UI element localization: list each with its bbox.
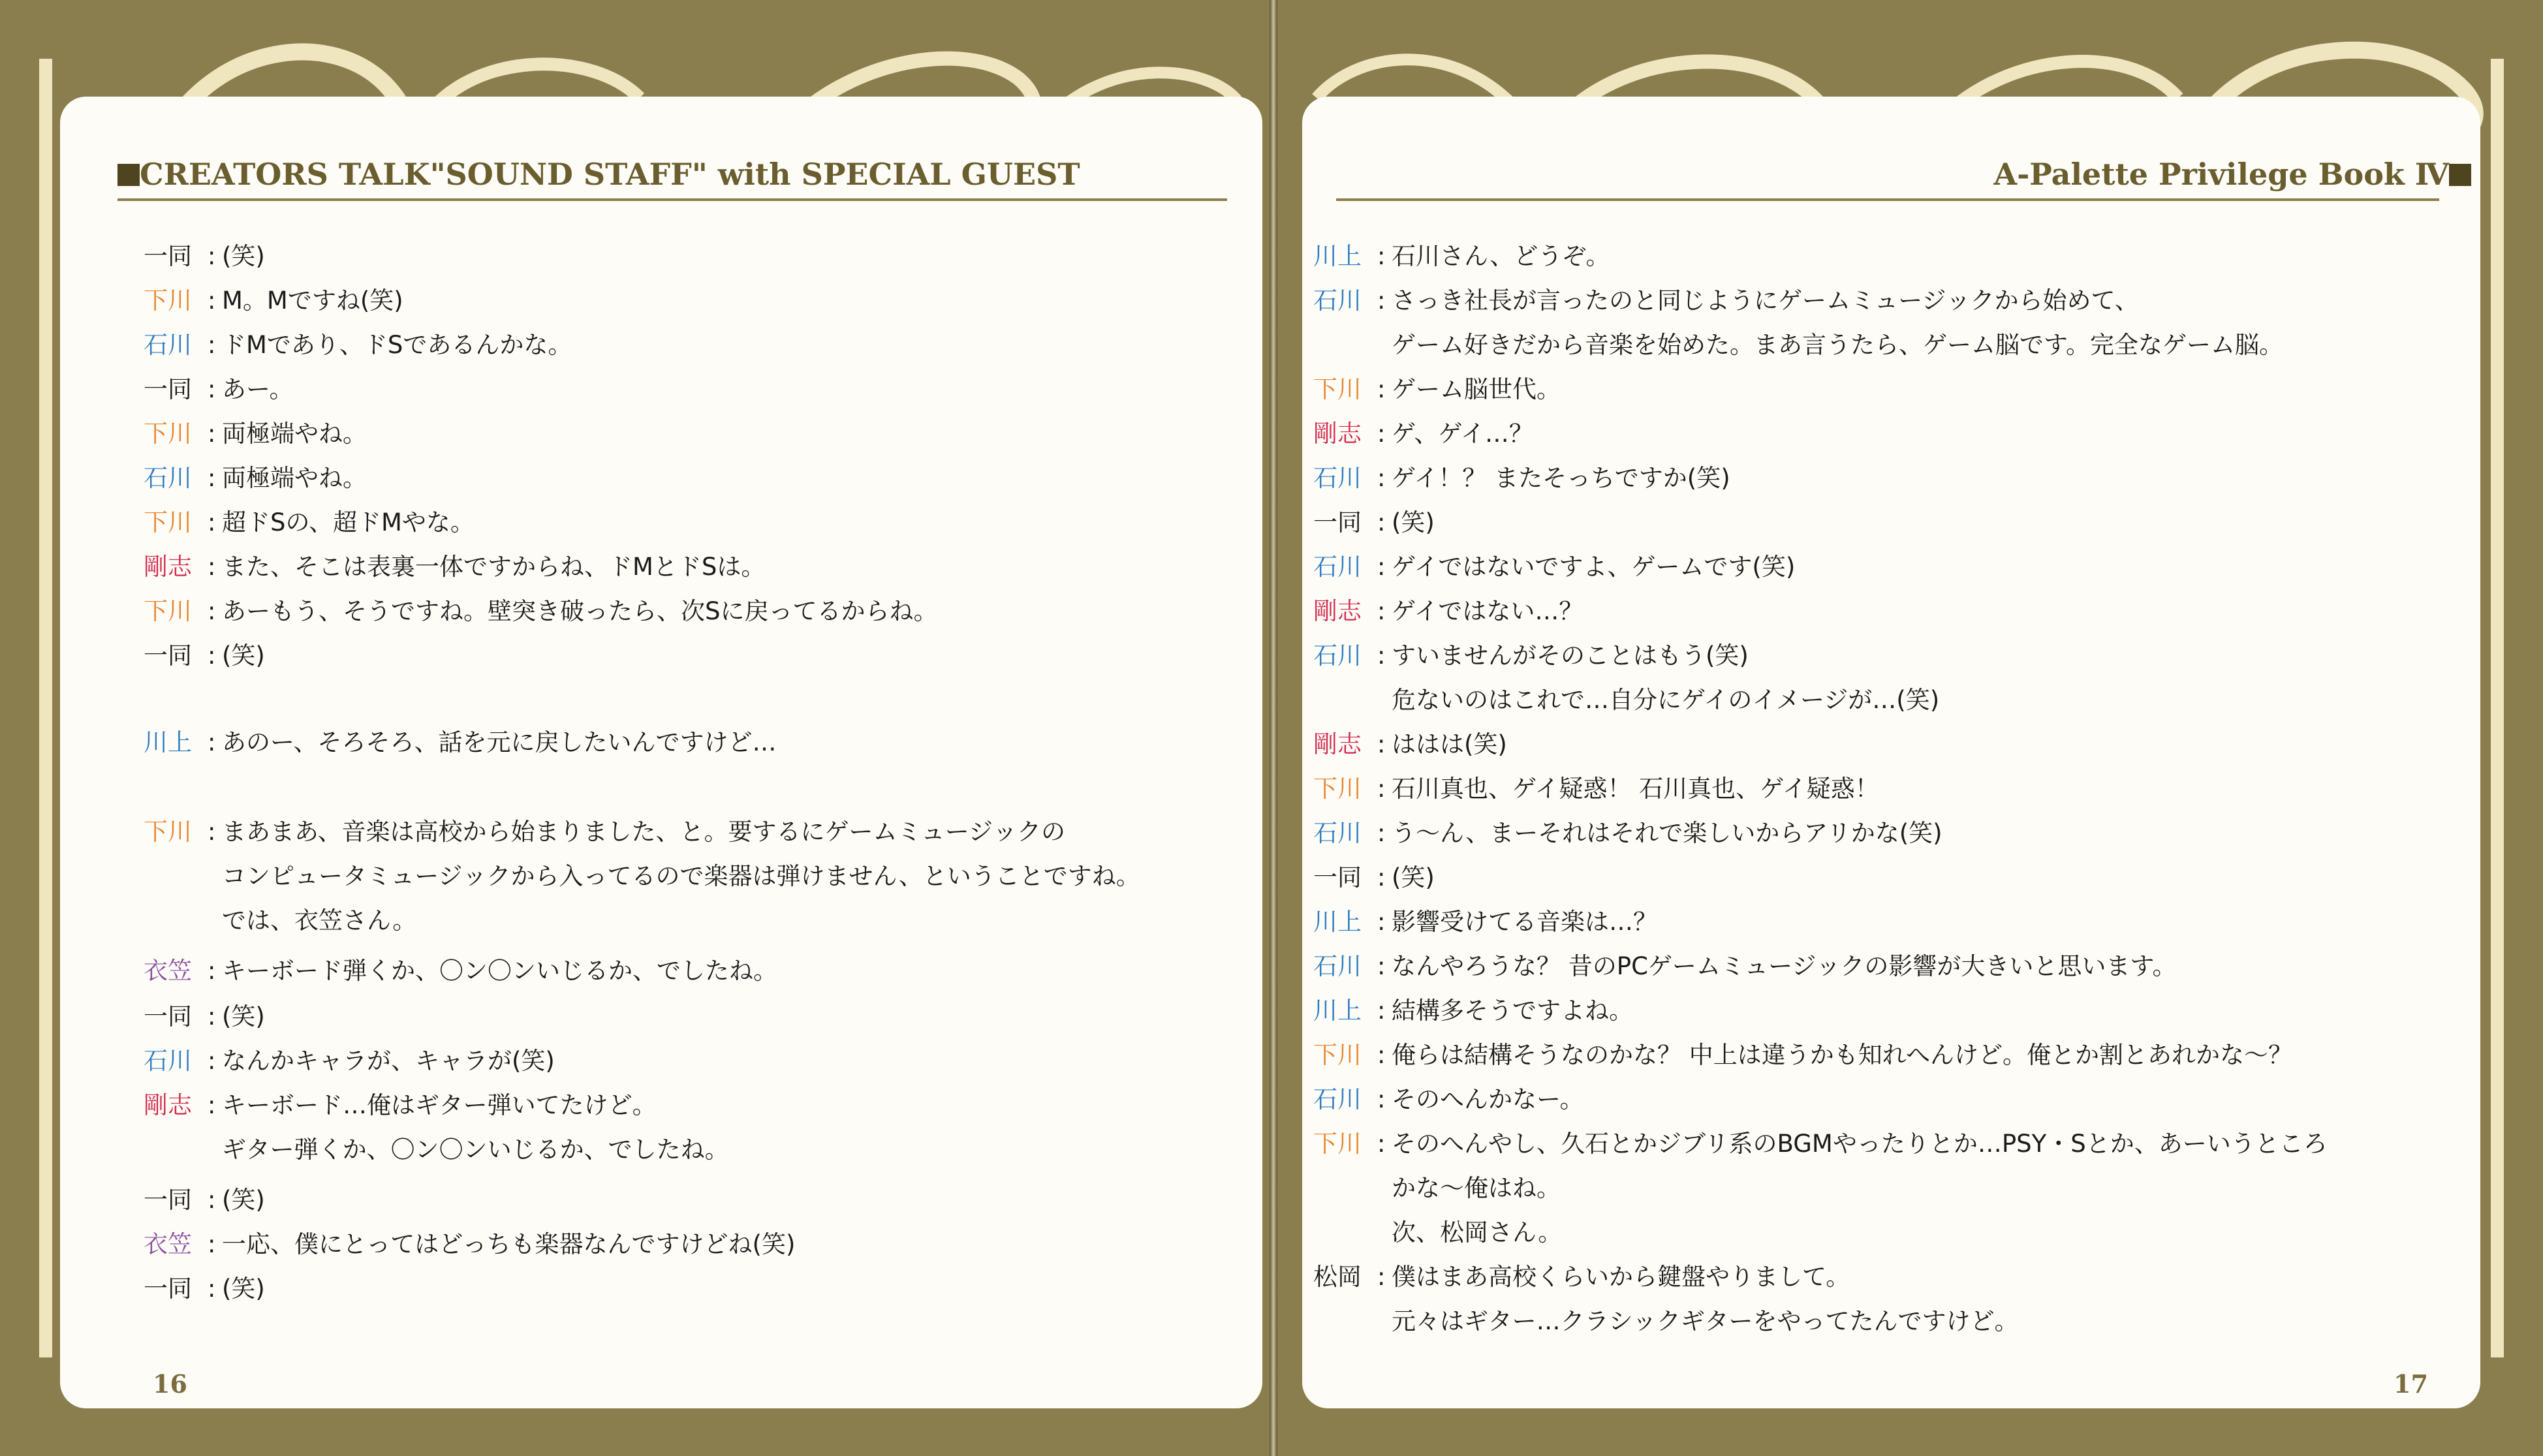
speaker-colon: :	[208, 508, 216, 536]
speaker-name: 一同	[1313, 863, 1362, 891]
speaker-colon: :	[1377, 1041, 1386, 1069]
left-page-header: CREATORS TALK"SOUND STAFF" with SPECIAL GUEST	[117, 157, 1080, 192]
dialogue-line	[144, 503, 475, 535]
dialogue-text: また、そこは表裏一体ですからね、ドMとドSは。	[222, 553, 766, 581]
speaker-colon: :	[208, 818, 216, 846]
left-page	[0, 0, 1270, 1456]
speaker-name: 下川	[144, 420, 192, 448]
dialogue-line	[144, 636, 265, 668]
speaker-name: 剛志	[1313, 420, 1362, 448]
dialogue-line	[1313, 547, 1795, 580]
dialogue-text: 石川真也、ゲイ疑惑！ 石川真也、ゲイ疑惑！	[1392, 775, 1879, 803]
dialogue-line	[1313, 503, 1435, 535]
dialogue-text: (笑)	[222, 1275, 265, 1303]
speaker-colon: :	[1377, 375, 1386, 403]
dialogue-text: あのー、そろそろ、話を元に戻したいんですけど…	[222, 728, 777, 756]
dialogue-line	[1313, 369, 1561, 402]
dialogue-text: 石川さん、どうぞ。	[1392, 242, 1610, 270]
dialogue-line	[1313, 1168, 1561, 1201]
dialogue-text: ゲイではないですよ、ゲームです(笑)	[1392, 553, 1796, 581]
dialogue-line	[144, 281, 403, 313]
dialogue-text: ははは(笑)	[1392, 730, 1507, 758]
speaker-colon: :	[208, 1002, 216, 1030]
book-gutter	[1270, 0, 1277, 1456]
dialogue-text: (笑)	[222, 1186, 265, 1214]
dialogue-text: ゲーム好きだから音楽を始めた。まあ言うたら、ゲーム脳です。完全なゲーム脳。	[1392, 331, 2284, 359]
dialogue-line	[1313, 680, 1939, 713]
speaker-name: 石川	[144, 331, 192, 359]
dialogue-line	[1313, 1301, 2019, 1334]
dialogue-text: 両極端やね。	[222, 420, 367, 448]
dialogue-text: 一応、僕にとってはどっちも楽器なんですけどね(笑)	[222, 1230, 796, 1258]
right-page	[1277, 0, 2543, 1456]
dialogue-line	[144, 722, 777, 755]
dialogue-text: (笑)	[1392, 508, 1435, 536]
dialogue-line	[144, 951, 777, 984]
speaker-name: 下川	[144, 818, 192, 846]
dialogue-line	[1313, 1213, 1562, 1245]
speaker-name: 石川	[1313, 642, 1362, 670]
speaker-colon: :	[1377, 952, 1386, 980]
speaker-colon: :	[1377, 730, 1386, 758]
dialogue-line	[1313, 414, 1533, 446]
speaker-name: 一同	[1313, 508, 1362, 536]
speaker-colon: :	[208, 1047, 216, 1075]
speaker-colon: :	[208, 553, 216, 581]
dialogue-text: そのへんかなー。	[1392, 1085, 1584, 1113]
speaker-colon: :	[1377, 464, 1386, 492]
speaker-name: 下川	[1313, 1041, 1362, 1069]
right-page-header: A-Palette Privilege Book Ⅳ	[1994, 157, 2471, 192]
dialogue-text: ゲーム脳世代。	[1392, 375, 1561, 403]
speaker-name: 石川	[144, 464, 192, 492]
speaker-colon: :	[208, 728, 216, 756]
dialogue-line	[144, 812, 1065, 844]
speaker-colon: :	[208, 1186, 216, 1214]
square-bullet-icon	[117, 164, 140, 186]
speaker-name: 石川	[1313, 819, 1362, 847]
dialogue-line	[1313, 458, 1730, 491]
speaker-colon: :	[1377, 597, 1386, 625]
dialogue-line	[144, 1269, 265, 1301]
speaker-name: 松岡	[1313, 1263, 1362, 1291]
dialogue-text: (笑)	[1392, 863, 1435, 891]
speaker-name: 石川	[1313, 952, 1362, 980]
speaker-colon: :	[208, 597, 216, 625]
dialogue-text: コンピュータミュージックから入ってるので楽器は弾けません、ということですね。	[222, 862, 1140, 890]
speaker-name: 剛志	[1313, 597, 1362, 625]
speaker-name: 川上	[1313, 997, 1362, 1025]
dialogue-text: なんかキャラが、キャラが(笑)	[222, 1047, 555, 1075]
left-page-border	[39, 59, 52, 1357]
dialogue-line	[144, 236, 265, 269]
speaker-colon: :	[1377, 508, 1386, 536]
dialogue-line	[144, 901, 416, 933]
dialogue-text: 元々はギター…クラシックギターをやってたんですけど。	[1392, 1307, 2019, 1335]
speaker-name: 一同	[144, 1002, 192, 1030]
dialogue-line	[144, 547, 765, 580]
dialogue-text: キーボード弾くか、〇ン〇ンいじるか、でしたね。	[222, 957, 777, 985]
speaker-colon: :	[1377, 420, 1386, 448]
speaker-colon: :	[1377, 819, 1386, 847]
speaker-colon: :	[208, 331, 216, 359]
speaker-colon: :	[1377, 775, 1386, 803]
dialogue-text: キーボード…俺はギター弾いてたけど。	[222, 1091, 657, 1119]
speaker-name: 川上	[1313, 242, 1362, 270]
speaker-name: 石川	[144, 1047, 192, 1075]
speaker-name: 衣笠	[144, 1230, 192, 1258]
dialogue-line	[144, 856, 1140, 889]
dialogue-text: ゲイ！？ またそっちですか(笑)	[1392, 464, 1730, 492]
speaker-colon: :	[208, 287, 216, 315]
speaker-colon: :	[1377, 1130, 1386, 1158]
speaker-colon: :	[208, 642, 216, 670]
header-rule	[117, 198, 1227, 201]
speaker-colon: :	[1377, 287, 1386, 315]
speaker-colon: :	[1377, 908, 1386, 936]
speaker-colon: :	[1377, 863, 1386, 891]
dialogue-text: すいませんがそのことはもう(笑)	[1392, 642, 1749, 670]
dialogue-line	[1313, 591, 1583, 624]
dialogue-text: 僕はまあ高校くらいから鍵盤やりまして。	[1392, 1263, 1850, 1291]
speaker-name: 一同	[144, 375, 192, 403]
speaker-colon: :	[208, 1091, 216, 1119]
speaker-name: 剛志	[144, 553, 192, 581]
dialogue-line	[144, 1130, 729, 1162]
dialogue-text: そのへんやし、久石とかジブリ系のBGMやったりとか…PSY・Sとか、あーいうところ	[1392, 1130, 2328, 1158]
speaker-name: 川上	[1313, 908, 1362, 936]
dialogue-line	[144, 1180, 265, 1213]
dialogue-line	[144, 458, 367, 491]
dialogue-line	[1313, 946, 2176, 979]
dialogue-text: 影響受けてる音楽は…？	[1392, 908, 1657, 936]
speaker-name: 川上	[144, 728, 192, 756]
speaker-colon: :	[1377, 997, 1386, 1025]
dialogue-line	[1313, 636, 1749, 668]
speaker-colon: :	[208, 242, 216, 270]
speaker-name: 石川	[1313, 1085, 1362, 1113]
dialogue-text: かな～俺はね。	[1392, 1174, 1561, 1202]
dialogue-line	[1313, 236, 1610, 269]
dialogue-text: 次、松岡さん。	[1392, 1218, 1563, 1247]
speaker-name: 一同	[144, 642, 192, 670]
speaker-name: 石川	[1313, 553, 1362, 581]
dialogue-text: 結構多そうですよね。	[1392, 997, 1633, 1025]
dialogue-line	[144, 997, 265, 1029]
speaker-name: 一同	[144, 1275, 192, 1303]
page-number: 17	[2394, 1369, 2428, 1399]
dialogue-line	[1313, 769, 1879, 801]
speaker-name: 剛志	[1313, 730, 1362, 758]
dialogue-line	[1313, 1079, 1584, 1112]
square-bullet-icon	[2449, 164, 2471, 186]
speaker-colon: :	[208, 420, 216, 448]
speaker-name: 下川	[1313, 375, 1362, 403]
dialogue-text: 危ないのはこれで…自分にゲイのイメージが…(笑)	[1392, 686, 1940, 714]
speaker-colon: :	[1377, 1085, 1386, 1113]
speaker-name: 下川	[144, 287, 192, 315]
dialogue-text: 俺らは結構そうなのかな？ 中上は違うかも知れへんけど。俺とか割とあれかな～？	[1392, 1041, 2293, 1069]
dialogue-text: あーもう、そうですね。壁突き破ったら、次Sに戻ってるからね。	[222, 597, 938, 625]
dialogue-text: なんやろうな？ 昔のPCゲームミュージックの影響が大きいと思います。	[1392, 952, 2177, 980]
right-page-border	[2491, 59, 2504, 1357]
dialogue-line	[1313, 1124, 2328, 1156]
speaker-name: 一同	[144, 1186, 192, 1214]
dialogue-line	[1313, 724, 1507, 757]
dialogue-line	[144, 325, 572, 358]
speaker-colon: :	[208, 957, 216, 985]
dialogue-text: まあまあ、音楽は高校から始まりました、と。要するにゲームミュージックの	[222, 818, 1066, 846]
speaker-name: 下川	[1313, 1130, 1362, 1158]
dialogue-text: ドMであり、ドSであるんかな。	[222, 331, 572, 359]
dialogue-text: ゲイではない…？	[1392, 597, 1584, 625]
dialogue-text: さっき社長が言ったのと同じようにゲームミュージックから始めて、	[1392, 287, 2139, 315]
speaker-name: 石川	[1313, 287, 1362, 315]
dialogue-text: う～ん、まーそれはそれで楽しいからアリかな(笑)	[1392, 819, 1942, 847]
speaker-colon: :	[1377, 1263, 1386, 1291]
header-rule	[1336, 198, 2439, 201]
dialogue-line	[1313, 1035, 2292, 1068]
speaker-colon: :	[208, 464, 216, 492]
dialogue-line	[144, 369, 294, 402]
speaker-name: 衣笠	[144, 957, 192, 985]
speaker-name: 石川	[1313, 464, 1362, 492]
dialogue-line	[144, 591, 938, 624]
dialogue-line	[1313, 1257, 1850, 1290]
dialogue-text: 超ドSの、超ドMやな。	[222, 508, 475, 536]
dialogue-text: では、衣笠さん。	[222, 906, 417, 935]
dialogue-line	[144, 1224, 795, 1257]
dialogue-line	[1313, 902, 1657, 935]
speaker-colon: :	[208, 1275, 216, 1303]
dialogue-line	[1313, 991, 1633, 1023]
speaker-name: 剛志	[144, 1091, 192, 1119]
dialogue-line	[1313, 325, 2283, 358]
speaker-name: 下川	[144, 597, 192, 625]
speaker-name: 一同	[144, 242, 192, 270]
dialogue-line	[1313, 813, 1942, 846]
dialogue-text: ゲ、ゲイ…？	[1392, 420, 1533, 448]
speaker-colon: :	[1377, 242, 1386, 270]
dialogue-text: M。Mですね(笑)	[222, 287, 403, 315]
speaker-colon: :	[208, 375, 216, 403]
dialogue-line	[144, 414, 367, 446]
speaker-name: 下川	[1313, 775, 1362, 803]
speaker-colon: :	[1377, 553, 1386, 581]
dialogue-line	[144, 1041, 555, 1074]
dialogue-text: ギター弾くか、〇ン〇ンいじるか、でしたね。	[222, 1136, 729, 1164]
dialogue-line	[144, 1085, 657, 1118]
dialogue-text: (笑)	[222, 242, 265, 270]
speaker-name: 下川	[144, 508, 192, 536]
dialogue-line	[1313, 281, 2139, 313]
page-number: 16	[153, 1369, 187, 1399]
speaker-colon: :	[1377, 642, 1386, 670]
speaker-colon: :	[208, 1230, 216, 1258]
dialogue-text: あー。	[222, 375, 294, 403]
dialogue-line	[1313, 858, 1435, 890]
dialogue-text: 両極端やね。	[222, 464, 367, 492]
dialogue-text: (笑)	[222, 1002, 265, 1030]
dialogue-text: (笑)	[222, 642, 265, 670]
